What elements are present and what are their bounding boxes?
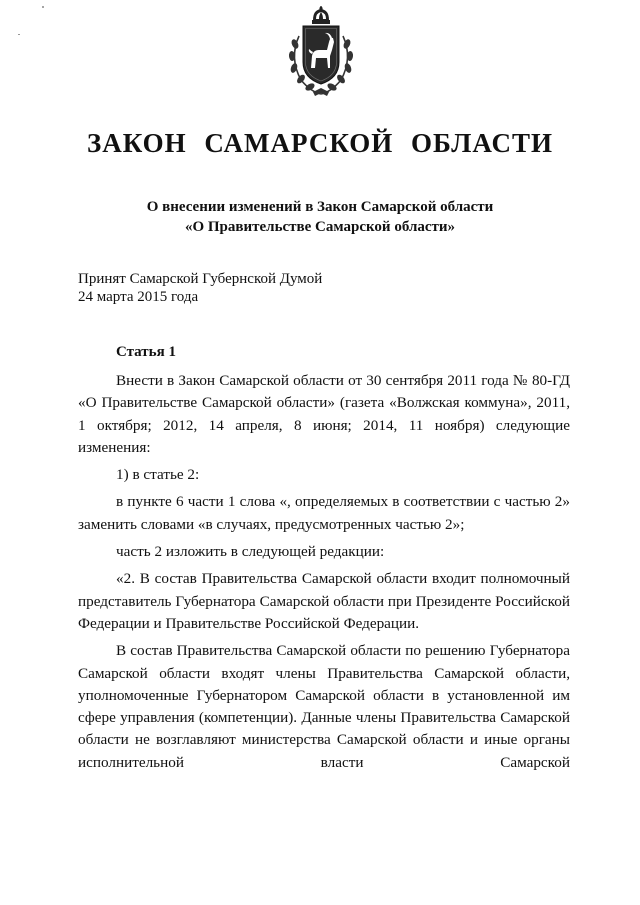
article-paragraph: В состав Правительства Самарской области по решению Губернатора Самарской области входят члены Правительства Самарской области, уполномоченные Губернатором Самарской области в установленной им сфере управления (компетенции). Данные члены Правительства Самарской области не возглавляют министерства Самарской области и иные органы исполнительной власти Самарской: [78, 642, 570, 771]
article-paragraph: 1) в статье 2:: [116, 466, 200, 484]
scan-speck: [18, 34, 20, 35]
article-paragraph: в пункте 6 части 1 слова «, определяемых в соответствии с частью 2» заменить словами «в случаях, предусмотренных частью 2»;: [78, 493, 570, 533]
article-paragraph: часть 2 изложить в следующей редакции:: [116, 543, 385, 561]
samara-coat-of-arms-icon: [283, 6, 359, 98]
scan-speck: [42, 6, 44, 8]
adoption-date: 24 марта 2015 года: [78, 289, 199, 305]
law-subtitle: [0, 197, 640, 237]
adoption-info: [78, 270, 322, 306]
law-subtitle-line-2: «О Правительстве Самарской области»: [184, 219, 456, 235]
law-subtitle-line-1: О внесении изменений в Закон Самарской области: [146, 199, 494, 215]
adoption-body: Принят Самарской Губернской Думой: [78, 271, 323, 287]
article-paragraph: «2. В состав Правительства Самарской области входит полномочный представитель Губернатора Самарской области при Президенте Российской Федерации и Правительстве Российской Федерации.: [78, 570, 570, 632]
article-heading: Статья 1: [116, 344, 176, 360]
article-body: [78, 370, 570, 779]
article-paragraph: Внести в Закон Самарской области от 30 сентября 2011 года № 80-ГД «О Правительстве Самарской области» (газета «Волжская коммуна», 2011, 1 октября; 2012, 14 апреля, 8 июня; 2014, 11 ноября) следующие изменения:: [78, 372, 570, 456]
law-title: ЗАКОН САМАРСКОЙ ОБЛАСТИ: [87, 128, 553, 158]
